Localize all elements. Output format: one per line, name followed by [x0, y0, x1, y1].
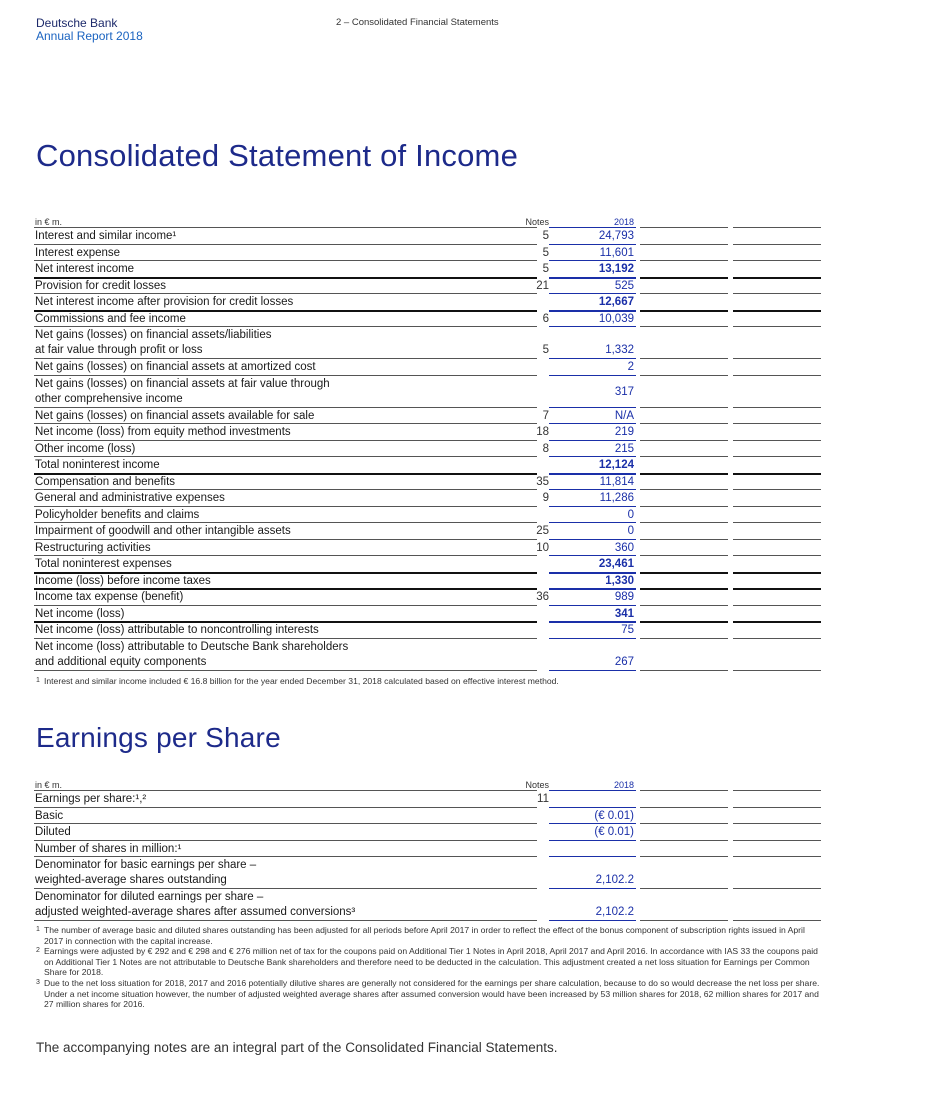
- unit-label: in € m.: [35, 780, 63, 790]
- row-label: Commissions and fee income: [35, 312, 186, 325]
- row-value: 989: [614, 591, 634, 603]
- footnote: [36, 978, 826, 1010]
- table-row: [34, 294, 824, 311]
- row-label: Denominator for basic earnings per share –: [35, 859, 257, 871]
- table-row: [34, 261, 824, 278]
- table-row: [34, 808, 824, 825]
- row-value: 23,461: [598, 558, 634, 570]
- row-value: 24,793: [598, 230, 634, 242]
- table-row: [34, 857, 824, 889]
- row-value: 525: [614, 279, 634, 292]
- table-row: [34, 540, 824, 557]
- row-note: 35: [536, 475, 549, 488]
- row-label: Other income (loss): [35, 442, 136, 455]
- table-row: [34, 523, 824, 540]
- table-row: [34, 311, 824, 328]
- income-statement-title: Consolidated Statement of Income: [36, 138, 519, 173]
- notes-header: Notes: [525, 217, 549, 227]
- row-label: Net income (loss): [35, 607, 125, 620]
- notes-header: Notes: [525, 780, 549, 790]
- report-header: [36, 17, 143, 43]
- table-row: [34, 457, 824, 474]
- row-label-cont: adjusted weighted-average shares after assumed conversions³: [35, 906, 356, 918]
- row-label: Diluted: [35, 826, 71, 838]
- table-row: [34, 327, 824, 359]
- row-label: Basic: [35, 809, 64, 822]
- eps-table: [34, 777, 824, 921]
- row-label: Interest expense: [35, 246, 121, 259]
- footnote: [36, 925, 826, 946]
- row-value: 75: [621, 624, 634, 636]
- row-value: N/A: [614, 409, 634, 422]
- row-note: 5: [542, 230, 549, 242]
- row-label: Impairment of goodwill and other intangible assets: [35, 525, 291, 537]
- table-row: [34, 359, 824, 376]
- row-note: 9: [542, 492, 549, 504]
- footnote-text: Earnings were adjusted by € 292 and € 298 and € 276 million net of tax for the coupons paid on Additional Tier 1 Notes in April 2018, April 2017 and April 2016. In accordance with IAS 33 the coupons paid on Additional Tier 1 Notes are not attributable to Deutsche Bank shareholders and therefore need to be deducted in the calculation. This adjustment created a net loss situation for Earnings per Common Share for 2018.: [44, 946, 818, 978]
- row-value: 11,286: [599, 492, 634, 504]
- footnote-text: The number of average basic and diluted shares outstanding has been adjusted for all periods before April 2017 in order to reflect the effect of the bonus component of subscription rights issued in April 2017 in connection with the capital increase.: [44, 925, 805, 946]
- row-value: 0: [627, 508, 634, 521]
- table-row: [34, 841, 824, 858]
- row-value: (€ 0.01): [594, 809, 634, 822]
- table-row: [34, 441, 824, 458]
- row-value: 1,332: [605, 344, 634, 356]
- row-label-cont: and additional equity components: [35, 655, 207, 668]
- row-value: 267: [614, 655, 634, 668]
- footnote-mark: 1: [36, 926, 40, 933]
- row-note: 36: [536, 591, 549, 603]
- row-note: 5: [542, 263, 549, 275]
- row-label: Denominator for diluted earnings per share –: [35, 891, 264, 903]
- row-label-cont: at fair value through profit or loss: [35, 344, 203, 356]
- year-header: 2018: [613, 780, 634, 790]
- row-label: Net interest income: [35, 263, 135, 275]
- row-label: Total noninterest expenses: [35, 558, 172, 570]
- row-note: 21: [536, 279, 549, 292]
- footnote: [36, 946, 826, 978]
- row-label: Net interest income after provision for credit losses: [35, 296, 294, 308]
- row-label: Net gains (losses) on financial assets/liabilities: [35, 329, 272, 341]
- row-note: 18: [536, 426, 549, 438]
- table-row: [34, 573, 824, 590]
- eps-footnotes: [36, 925, 826, 1010]
- income-footnote: [36, 676, 826, 687]
- row-value: 12,667: [598, 296, 634, 308]
- row-label: Restructuring activities: [35, 541, 151, 554]
- eps-title: Earnings per Share: [36, 722, 281, 753]
- row-value: 2: [627, 361, 634, 373]
- row-value: 341: [614, 607, 634, 620]
- row-label: Net gains (losses) on financial assets at fair value through: [35, 377, 330, 390]
- footnote-text: Due to the net loss situation for 2018, 2017 and 2016 potentially dilutive shares are generally not considered for the earnings per share calculation, because to do so would decrease the net loss per share. Under a net income situation however, the number of adjusted weighted average shares after assumed conversion would have been increased by 53 million shares for 2018, 62 million shares for 2017 and 27 million shares for 2016.: [44, 977, 820, 1010]
- row-value: 360: [614, 541, 634, 554]
- row-note: 7: [542, 409, 549, 422]
- table-row: [34, 606, 824, 623]
- table-row: [34, 589, 824, 606]
- row-note: 5: [542, 344, 549, 356]
- row-label: Net income (loss) attributable to Deutsche Bank shareholders: [35, 640, 349, 653]
- row-note: 11: [537, 793, 549, 805]
- footnote-mark: 3: [36, 978, 40, 986]
- table-row: [34, 556, 824, 573]
- row-value: 13,192: [598, 263, 634, 275]
- row-label: Interest and similar income¹: [35, 230, 177, 242]
- row-value: 215: [614, 442, 634, 455]
- row-value: 11,814: [599, 475, 634, 488]
- table-row: [34, 490, 824, 507]
- row-value: 219: [614, 426, 634, 438]
- row-label: Earnings per share:¹,²: [35, 793, 147, 805]
- table-row: [34, 245, 824, 262]
- row-value: (€ 0.01): [594, 826, 634, 838]
- row-label: Total noninterest income: [35, 459, 160, 471]
- row-label: Income tax expense (benefit): [35, 591, 184, 603]
- income-statement-table: [34, 214, 824, 671]
- section-title: 2 – Consolidated Financial Statements: [336, 17, 499, 28]
- table-row: [34, 824, 824, 841]
- row-value: 10,039: [598, 312, 634, 325]
- year-header: 2018: [613, 217, 634, 227]
- row-note: 8: [542, 442, 549, 455]
- report-name: Annual Report 2018: [36, 29, 143, 43]
- table-row: [34, 278, 824, 295]
- table-row: [34, 474, 824, 491]
- table-row: [34, 639, 824, 671]
- row-label: Provision for credit losses: [35, 279, 167, 292]
- brand-name: Deutsche Bank: [36, 16, 118, 30]
- table-header: [34, 214, 824, 228]
- row-note: 6: [542, 312, 549, 325]
- table-row: [34, 408, 824, 425]
- row-value: 12,124: [598, 459, 634, 471]
- row-value: 0: [627, 525, 634, 537]
- row-label: Number of shares in million:¹: [35, 842, 182, 855]
- unit-label: in € m.: [35, 217, 63, 227]
- row-label: Policyholder benefits and claims: [35, 508, 200, 521]
- closing-statement: The accompanying notes are an integral part of the Consolidated Financial Statements.: [36, 1040, 558, 1055]
- footnote-text: Interest and similar income included € 16.8 billion for the year ended December 31, 2018 calculated based on effective interest method.: [44, 676, 559, 686]
- table-row: [34, 424, 824, 441]
- table-row: [34, 791, 824, 808]
- table-row: [34, 622, 824, 639]
- footnote-mark: 2: [36, 947, 40, 955]
- row-label: General and administrative expenses: [35, 492, 225, 504]
- footnote-mark: 1: [36, 677, 40, 684]
- row-label: Net gains (losses) on financial assets available for sale: [35, 409, 315, 422]
- row-value: 317: [614, 385, 634, 398]
- row-note: 25: [536, 525, 549, 537]
- row-label: Net income (loss) from equity method investments: [35, 426, 291, 438]
- row-label-cont: other comprehensive income: [35, 392, 183, 405]
- row-label: Net gains (losses) on financial assets at amortized cost: [35, 361, 316, 373]
- row-value: 1,330: [605, 574, 634, 587]
- row-value: 11,601: [599, 246, 634, 259]
- row-value: 2,102.2: [595, 874, 634, 886]
- row-label: Net income (loss) attributable to noncontrolling interests: [35, 624, 319, 636]
- row-note: 5: [542, 246, 549, 259]
- row-note: 10: [536, 541, 549, 554]
- table-row: [34, 228, 824, 245]
- row-label-cont: weighted-average shares outstanding: [35, 874, 227, 886]
- row-label: Compensation and benefits: [35, 475, 176, 488]
- table-row: [34, 507, 824, 524]
- table-row: [34, 376, 824, 408]
- row-value: 2,102.2: [595, 906, 634, 918]
- row-label: Income (loss) before income taxes: [35, 574, 211, 587]
- table-header: [34, 777, 824, 791]
- table-row: [34, 889, 824, 921]
